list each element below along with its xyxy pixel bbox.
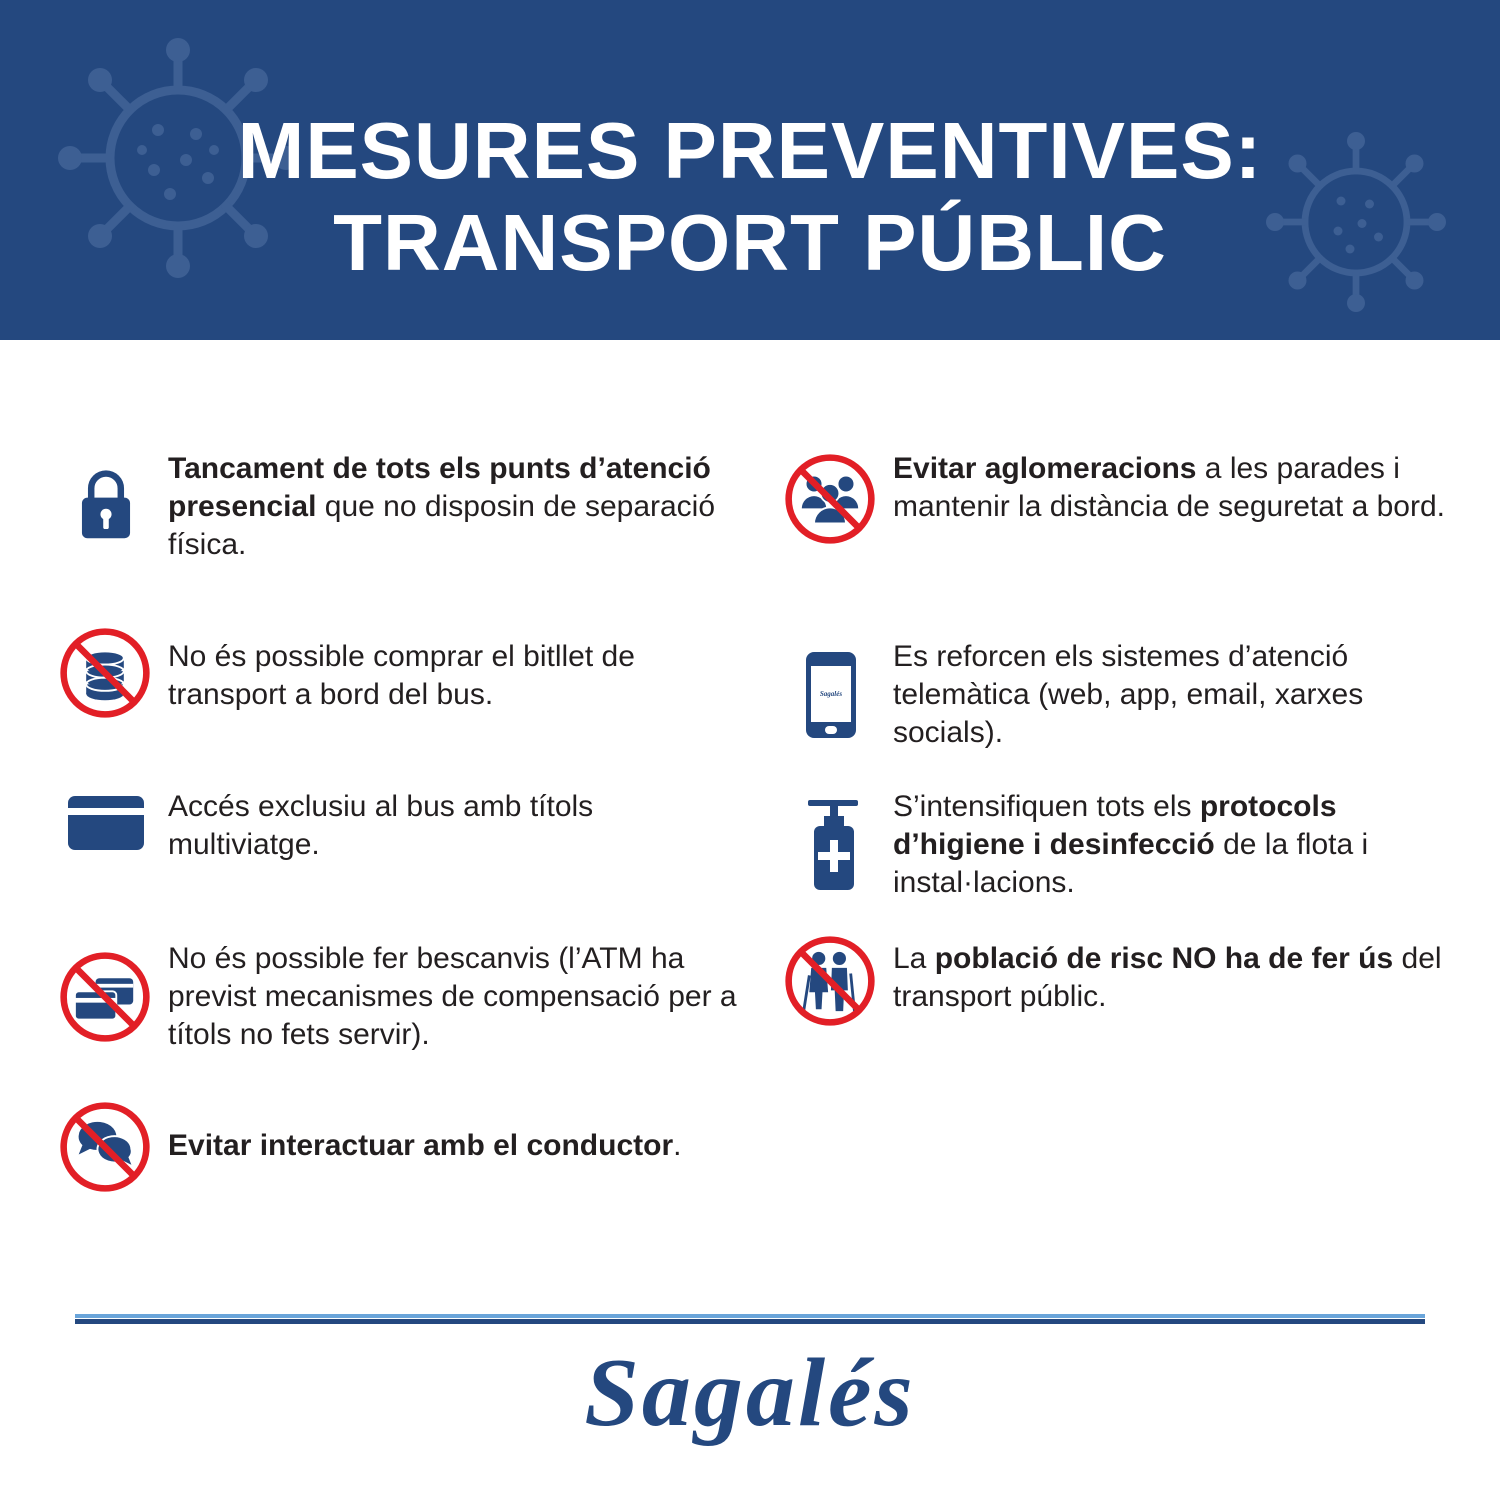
measure-item-crowds [783, 450, 1473, 570]
measure-rest: del transport públic. [893, 942, 1442, 1013]
measure-rest: Accés exclusiu al bus amb títols multiviatge. [168, 790, 594, 861]
measure-bold: Evitar aglomeracions [893, 452, 1197, 485]
measure-text [168, 638, 748, 714]
measure-text [893, 788, 1473, 902]
measure-text [168, 1127, 788, 1165]
measure-bold: protocols d’higiene i desinfecció [893, 790, 1337, 861]
measure-text [893, 450, 1453, 526]
measure-text [168, 450, 728, 564]
sanitizer-icon [806, 800, 862, 892]
measure-pre: S’intensifiquen tots els [893, 790, 1200, 823]
page-title [0, 105, 1500, 289]
measure-pre: La [893, 942, 935, 975]
measure-rest: . [673, 1129, 682, 1162]
measure-rest: No és possible fer bescanvis (l’ATM ha previst mecanismes de compensació per a títols no fets servir). [168, 942, 737, 1051]
measure-bold: Tancament de tots els punts d’atenció presencial [168, 452, 711, 523]
measure-text [893, 638, 1453, 752]
measure-rest: Es reforcen els sistemes d’atenció telemàtica (web, app, email, xarxes socials). [893, 640, 1364, 749]
card-icon [68, 796, 144, 850]
measure-rest: No és possible comprar el bitllet de transport a bord del bus. [168, 640, 635, 711]
brand-logo: Sagalés [584, 1339, 916, 1447]
measure-item-hygiene [806, 790, 1486, 910]
phone-brand-label: Sagalés [819, 690, 843, 698]
measure-bold: població de risc NO ha de fer ús [934, 942, 1394, 975]
phone-screen [811, 666, 851, 722]
divider-light [75, 1314, 1425, 1318]
header-banner [0, 0, 1500, 340]
phone-icon [806, 652, 856, 738]
lock-icon [78, 468, 134, 542]
no-crowd-icon [783, 452, 877, 546]
no-cards-icon [58, 950, 152, 1044]
measure-item-no-exchange [58, 940, 758, 1060]
title-line-1: MESURES PREVENTIVES: [237, 106, 1263, 195]
no-elderly-icon [783, 934, 877, 1028]
measure-item-no-ticket-purchase [58, 626, 758, 726]
divider-dark [75, 1319, 1425, 1324]
measure-text [168, 940, 758, 1054]
no-coins-icon [58, 626, 152, 720]
measure-rest: que no disposin de separació física. [168, 490, 716, 561]
measure-item-driver [58, 1100, 778, 1200]
title-line-2: TRANSPORT PÚBLIC [333, 198, 1167, 287]
measure-text [893, 940, 1453, 1016]
measure-rest: a les parades i mantenir la distància de seguretat a bord. [893, 452, 1445, 523]
measure-item-closure [76, 450, 766, 570]
phone-home-button [825, 726, 837, 734]
no-chat-icon [58, 1100, 152, 1194]
measure-rest: de la flota i instal·lacions. [893, 828, 1369, 899]
measure-bold: Evitar interactuar amb el conductor [168, 1129, 674, 1162]
measure-item-risk-population [783, 940, 1483, 1060]
measure-item-multitrip [68, 790, 768, 880]
measure-item-telematic [806, 640, 1486, 760]
measure-text [168, 788, 728, 864]
